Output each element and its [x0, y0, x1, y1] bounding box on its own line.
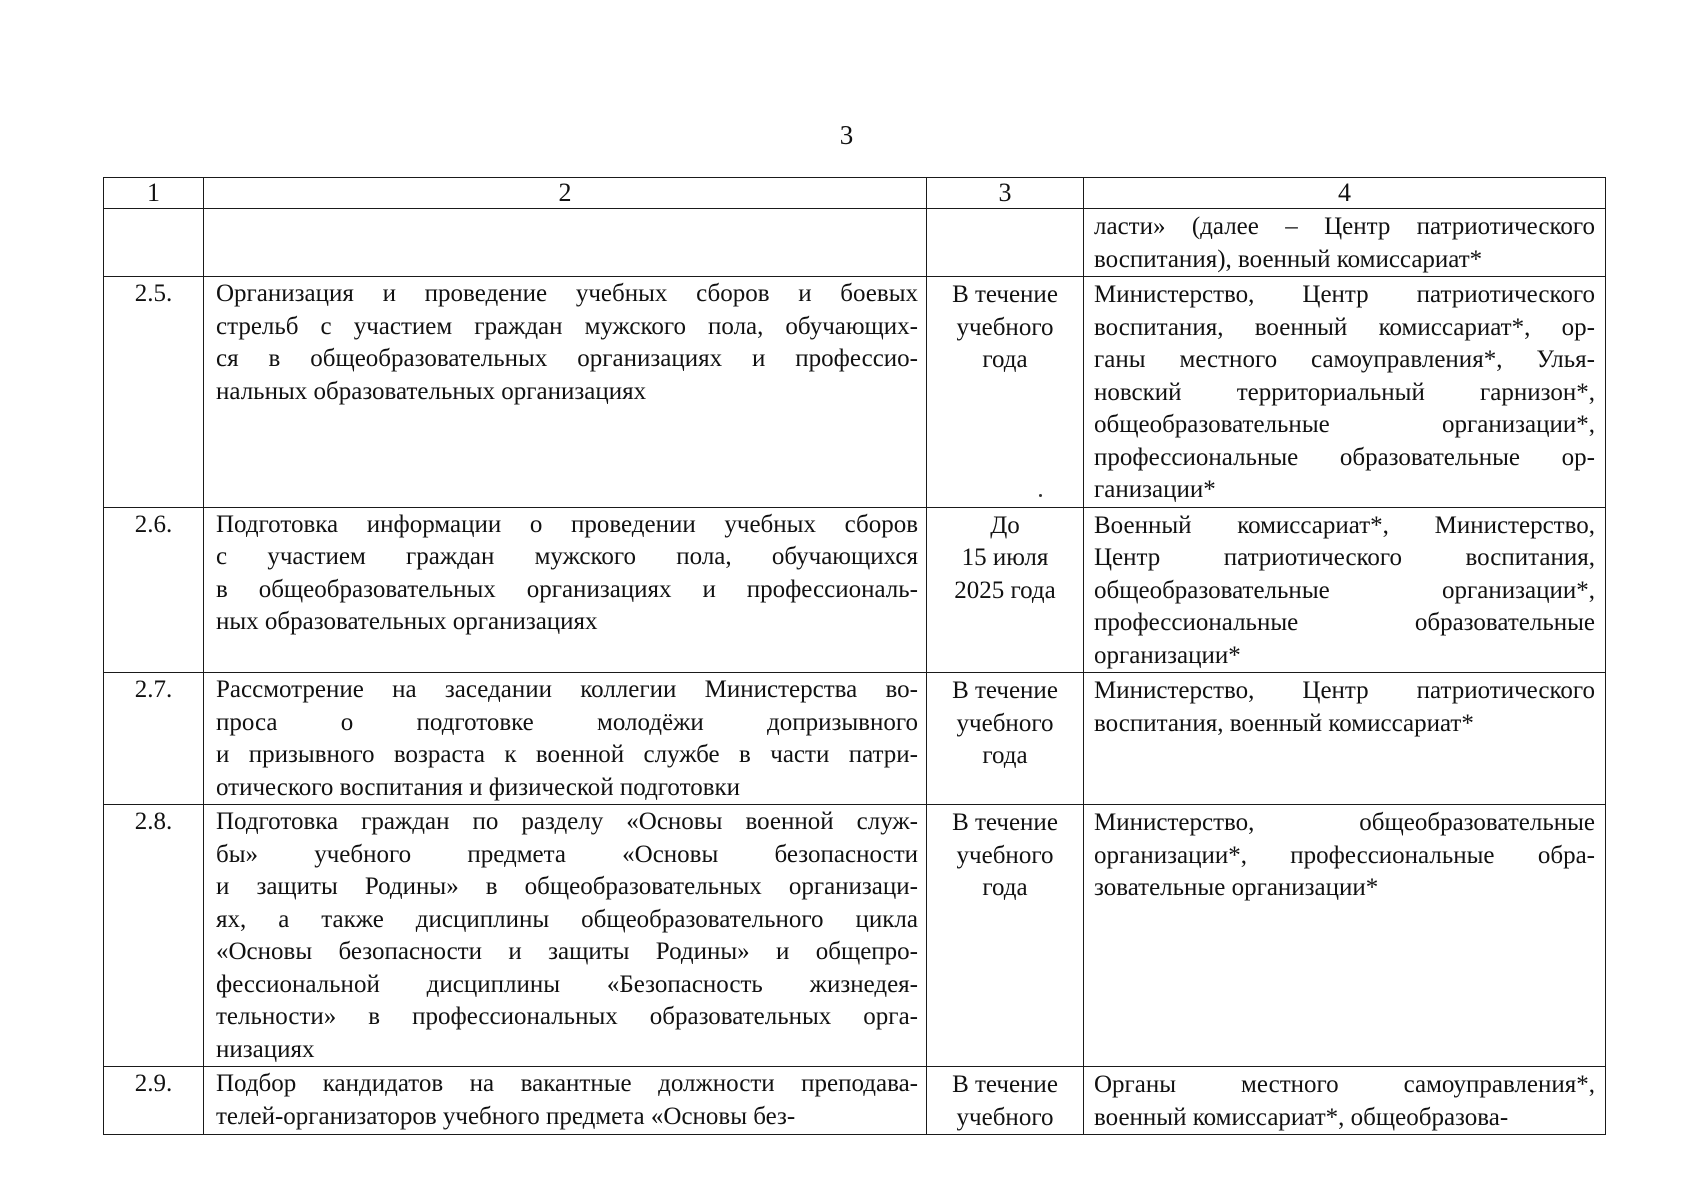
responsible-executors-line: Органы местного самоуправления*,	[1094, 1071, 1595, 1098]
responsible-executors	[1084, 507, 1606, 673]
responsible-executors-line: профессиональные образовательные ор-	[1094, 443, 1595, 471]
deadline	[927, 277, 1084, 508]
deadline-line: 15 июля	[961, 544, 1049, 571]
deadline-line: года	[982, 742, 1028, 769]
deadline-line: В течение	[952, 281, 1058, 308]
header-row	[104, 178, 1606, 209]
page-number: 3	[839, 120, 854, 150]
activity-description-line: в общеобразовательных организациях и профессиональ-	[216, 575, 918, 603]
responsible-executors-line: ласти» (далее – Центр патриотического	[1094, 213, 1595, 240]
responsible-executors-line: Министерство, Центр патриотического	[1094, 281, 1595, 308]
scan-speck	[1039, 494, 1042, 497]
responsible-executors	[1084, 805, 1606, 1067]
responsible-executors-line: профессиональные образовательные	[1094, 609, 1595, 636]
activity-description-line: бы» учебного предмета «Основы безопасности	[216, 840, 918, 868]
deadline-line: года	[982, 346, 1028, 373]
activity-description-line: низациях	[216, 1035, 315, 1063]
responsible-executors-line: Центр патриотического воспитания,	[1094, 544, 1595, 571]
activity-description-line: и призывного возраста к военной службе в части патри-	[216, 741, 918, 768]
activity-description-line: нальных образовательных организациях	[216, 377, 647, 405]
activity-description-line: телей-организаторов учебного предмета «Основы без-	[216, 1102, 796, 1130]
responsible-executors-line: воспитания, военный комиссариат*, ор-	[1094, 313, 1595, 341]
table-row	[104, 209, 1606, 277]
deadline-line: учебного	[956, 709, 1054, 737]
responsible-executors	[1084, 1067, 1606, 1135]
activity-description	[204, 507, 927, 673]
responsible-executors-line: ганизации*	[1094, 476, 1216, 503]
activity-description	[204, 673, 927, 805]
activity-description-line: с участием граждан мужского пола, обучающихся	[216, 543, 918, 570]
table-row	[104, 507, 1606, 673]
plan-table	[103, 177, 1606, 1135]
deadline-line: В течение	[952, 1071, 1058, 1098]
responsible-executors	[1084, 673, 1606, 805]
deadline	[927, 507, 1084, 673]
header-col-1: 1	[104, 178, 204, 209]
activity-description-line: ях, а также дисциплины общеобразовательного цикла	[216, 905, 918, 933]
item-number: 2.5.	[104, 277, 204, 508]
activity-description-line: фессиональной дисциплины «Безопасность жизнедея-	[216, 970, 918, 998]
deadline-line: До	[990, 511, 1020, 539]
deadline-line: учебного	[956, 1103, 1054, 1131]
item-number: 2.7.	[104, 673, 204, 805]
table-row	[104, 1067, 1606, 1135]
deadline-line: В течение	[952, 677, 1058, 704]
activity-description	[204, 209, 927, 277]
deadline-line: учебного	[956, 841, 1054, 869]
activity-description	[204, 1067, 927, 1135]
activity-description	[204, 805, 927, 1067]
deadline	[927, 673, 1084, 805]
responsible-executors-line: общеобразовательные организации*,	[1094, 411, 1595, 438]
table-row	[104, 277, 1606, 508]
deadline	[927, 805, 1084, 1067]
activity-description-line: тельности» в профессиональных образовательных орга-	[216, 1003, 918, 1030]
responsible-executors-line: организации*	[1094, 641, 1241, 669]
item-number: 2.8.	[104, 805, 204, 1067]
responsible-executors-line: Военный комиссариат*, Министерство,	[1094, 511, 1595, 539]
responsible-executors-line: воспитания, военный комиссариат*	[1094, 709, 1474, 737]
activity-description-line: Подготовка граждан по разделу «Основы военной служ-	[216, 808, 918, 835]
table-row	[104, 805, 1606, 1067]
item-number	[104, 209, 204, 277]
header-col-2: 2	[204, 178, 927, 209]
responsible-executors-line: организации*, профессиональные обра-	[1094, 841, 1595, 869]
activity-description-line: ся в общеобразовательных организациях и профессио-	[216, 345, 918, 372]
deadline	[927, 1067, 1084, 1135]
responsible-executors-line: военный комиссариат*, общеобразова-	[1094, 1103, 1509, 1131]
responsible-executors	[1084, 277, 1606, 508]
deadline-line: В течение	[952, 809, 1058, 836]
header-col-3: 3	[927, 178, 1084, 209]
responsible-executors-line: Министерство, общеобразовательные	[1094, 809, 1595, 836]
responsible-executors-line: ганы местного самоуправления*, Улья-	[1094, 346, 1595, 373]
activity-description-line: Рассмотрение на заседании коллегии Министерства во-	[216, 676, 918, 703]
activity-description-line: ных образовательных организациях	[216, 608, 598, 635]
responsible-executors-line: новский территориальный гарнизон*,	[1094, 378, 1595, 406]
item-number: 2.6.	[104, 507, 204, 673]
activity-description-line: Организация и проведение учебных сборов и боевых	[216, 280, 918, 307]
responsible-executors-line: зовательные организации*	[1094, 874, 1379, 901]
activity-description-line: проса о подготовке молодёжи допризывного	[216, 708, 918, 736]
header-col-4: 4	[1084, 178, 1606, 209]
responsible-executors-line: воспитания), военный комиссариат*	[1094, 245, 1483, 273]
activity-description-line: Подготовка информации о проведении учебных сборов	[216, 510, 918, 538]
responsible-executors-line: Министерство, Центр патриотического	[1094, 677, 1595, 704]
deadline-line: года	[982, 874, 1028, 901]
activity-description	[204, 277, 927, 508]
table-row	[104, 673, 1606, 805]
deadline-line: учебного	[956, 313, 1054, 341]
activity-description-line: отического воспитания и физической подготовки	[216, 773, 741, 801]
deadline	[927, 209, 1084, 277]
activity-description-line: стрельб с участием граждан мужского пола, обучающих-	[216, 312, 918, 340]
activity-description-line: и защиты Родины» в общеобразовательных организаци-	[216, 873, 918, 900]
deadline-line: 2025 года	[954, 576, 1056, 604]
activity-description-line: «Основы безопасности и защиты Родины» и общепро-	[216, 938, 918, 965]
responsible-executors-line: общеобразовательные организации*,	[1094, 576, 1595, 604]
activity-description-line: Подбор кандидатов на вакантные должности преподава-	[216, 1070, 918, 1097]
item-number: 2.9.	[104, 1067, 204, 1135]
responsible-executors	[1084, 209, 1606, 277]
